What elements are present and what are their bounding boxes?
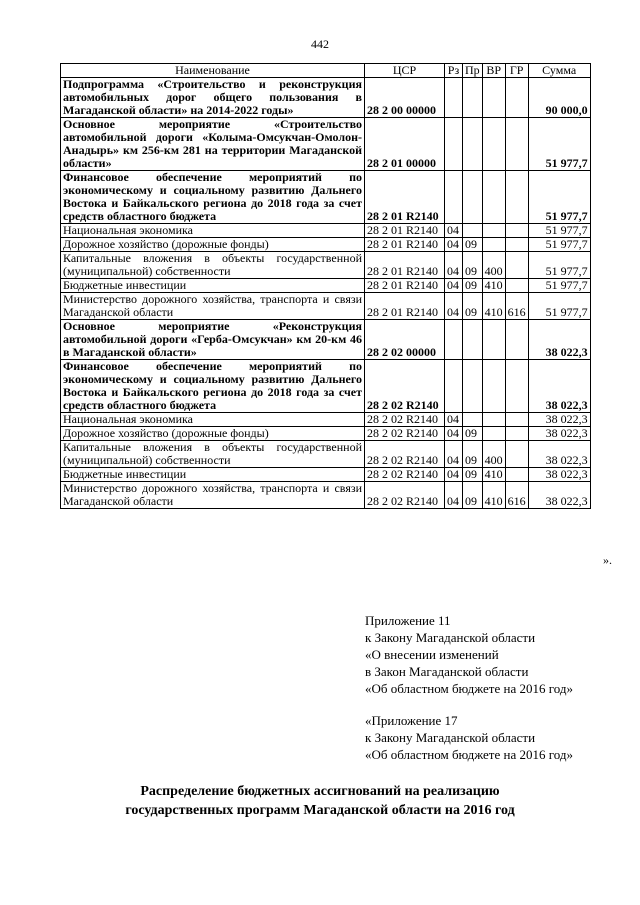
cell-rz: 04 <box>445 468 463 482</box>
cell-sum: 38 022,3 <box>528 482 590 509</box>
cell-csr: 28 2 02 R2140 <box>365 413 445 427</box>
title-line: Распределение бюджетных ассигнований на реализацию <box>140 784 500 799</box>
header-pr: Пр <box>463 64 483 78</box>
cell-name: Подпрограмма «Строительство и реконструкция автомобильных дорог общего пользования в Магаданской области» на 2014-2022 годы» <box>61 78 365 118</box>
header-name: Наименование <box>61 64 365 78</box>
cell-csr: 28 2 00 00000 <box>365 78 445 118</box>
cell-name: Финансовое обеспечение мероприятий по экономическому и социальному развитию Дальнего Востока и Байкальского региона до 2018 года за счет средств областного бюджета <box>61 171 365 224</box>
cell-gr <box>505 118 528 171</box>
cell-vr <box>482 238 505 252</box>
header-vr: ВР <box>482 64 505 78</box>
table-row <box>61 171 591 224</box>
cell-rz <box>445 360 463 413</box>
cell-vr <box>482 413 505 427</box>
cell-vr <box>482 224 505 238</box>
cell-name: Министерство дорожного хозяйства, транспорта и связи Магаданской области <box>61 482 365 509</box>
cell-sum: 38 022,3 <box>528 360 590 413</box>
cell-pr <box>463 320 483 360</box>
appendix-line: к Закону Магаданской области <box>365 630 536 645</box>
appendix-11-block <box>365 612 573 697</box>
cell-vr <box>482 78 505 118</box>
cell-gr <box>505 427 528 441</box>
cell-sum: 38 022,3 <box>528 320 590 360</box>
cell-name: Финансовое обеспечение мероприятий по экономическому и социальному развитию Дальнего Востока и Байкальского региона до 2018 года за счет средств областного бюджета <box>61 360 365 413</box>
cell-name: Дорожное хозяйство (дорожные фонды) <box>61 238 365 252</box>
table-row <box>61 320 591 360</box>
cell-csr: 28 2 02 R2140 <box>365 482 445 509</box>
header-gr: ГР <box>505 64 528 78</box>
cell-csr: 28 2 01 R2140 <box>365 224 445 238</box>
appendix-line: «О внесении изменений <box>365 647 499 662</box>
cell-name: Капитальные вложения в объекты государственной (муниципальной) собственности <box>61 441 365 468</box>
cell-name: Бюджетные инвестиции <box>61 468 365 482</box>
cell-pr: 09 <box>463 252 483 279</box>
cell-rz <box>445 78 463 118</box>
closing-mark: ». <box>603 553 612 567</box>
table-row <box>61 293 591 320</box>
cell-csr: 28 2 01 R2140 <box>365 171 445 224</box>
cell-vr: 400 <box>482 441 505 468</box>
cell-sum: 90 000,0 <box>528 78 590 118</box>
cell-pr <box>463 360 483 413</box>
cell-csr: 28 2 01 00000 <box>365 118 445 171</box>
cell-rz: 04 <box>445 482 463 509</box>
table-row <box>61 252 591 279</box>
cell-sum: 51 977,7 <box>528 118 590 171</box>
cell-pr: 09 <box>463 238 483 252</box>
cell-pr: 09 <box>463 468 483 482</box>
document-title <box>0 782 640 820</box>
cell-sum: 38 022,3 <box>528 427 590 441</box>
cell-rz: 04 <box>445 293 463 320</box>
cell-pr <box>463 413 483 427</box>
cell-csr: 28 2 02 R2140 <box>365 360 445 413</box>
cell-rz: 04 <box>445 279 463 293</box>
header-sum: Сумма <box>528 64 590 78</box>
table-row <box>61 468 591 482</box>
appendix-line: «Об областном бюджете на 2016 год» <box>365 681 573 696</box>
appendix-line: в Закон Магаданской области <box>365 664 529 679</box>
cell-sum: 51 977,7 <box>528 252 590 279</box>
cell-name: Бюджетные инвестиции <box>61 279 365 293</box>
table-row <box>61 118 591 171</box>
cell-gr <box>505 320 528 360</box>
cell-gr <box>505 252 528 279</box>
cell-sum: 51 977,7 <box>528 238 590 252</box>
table-row <box>61 427 591 441</box>
cell-csr: 28 2 01 R2140 <box>365 252 445 279</box>
cell-gr <box>505 279 528 293</box>
cell-gr: 616 <box>505 482 528 509</box>
cell-name: Национальная экономика <box>61 224 365 238</box>
cell-gr <box>505 224 528 238</box>
page-number: 442 <box>311 37 329 51</box>
cell-pr <box>463 78 483 118</box>
cell-pr: 09 <box>463 293 483 320</box>
cell-pr: 09 <box>463 427 483 441</box>
cell-gr <box>505 413 528 427</box>
cell-gr <box>505 441 528 468</box>
cell-vr: 410 <box>482 482 505 509</box>
cell-rz: 04 <box>445 413 463 427</box>
cell-name: Основное мероприятие «Реконструкция автомобильной дороги «Герба-Омсукчан» км 20-км 46 в Магаданской области» <box>61 320 365 360</box>
cell-rz: 04 <box>445 224 463 238</box>
cell-vr <box>482 360 505 413</box>
header-csr: ЦСР <box>365 64 445 78</box>
cell-rz: 04 <box>445 427 463 441</box>
appendix-line: «Приложение 17 <box>365 713 458 728</box>
cell-name: Национальная экономика <box>61 413 365 427</box>
table-row <box>61 78 591 118</box>
cell-sum: 51 977,7 <box>528 293 590 320</box>
table-row <box>61 441 591 468</box>
cell-sum: 51 977,7 <box>528 279 590 293</box>
cell-rz: 04 <box>445 441 463 468</box>
cell-sum: 38 022,3 <box>528 468 590 482</box>
cell-vr: 410 <box>482 468 505 482</box>
cell-pr: 09 <box>463 482 483 509</box>
cell-pr <box>463 224 483 238</box>
cell-name: Дорожное хозяйство (дорожные фонды) <box>61 427 365 441</box>
cell-csr: 28 2 01 R2140 <box>365 279 445 293</box>
cell-csr: 28 2 01 R2140 <box>365 238 445 252</box>
cell-vr: 400 <box>482 252 505 279</box>
cell-name: Капитальные вложения в объекты государственной (муниципальной) собственности <box>61 252 365 279</box>
appendix-line: Приложение 11 <box>365 613 451 628</box>
cell-vr <box>482 320 505 360</box>
cell-pr: 09 <box>463 279 483 293</box>
cell-rz: 04 <box>445 252 463 279</box>
cell-gr: 616 <box>505 293 528 320</box>
cell-vr <box>482 427 505 441</box>
cell-name: Основное мероприятие «Строительство автомобильной дороги «Колыма-Омсукчан-Омолон-Анадырь» км 256-км 281 на территории Магаданской области» <box>61 118 365 171</box>
cell-csr: 28 2 02 R2140 <box>365 427 445 441</box>
table-row <box>61 413 591 427</box>
header-rz: Рз <box>445 64 463 78</box>
cell-vr: 410 <box>482 279 505 293</box>
appendix-17-block <box>365 712 573 763</box>
cell-rz: 04 <box>445 238 463 252</box>
table-row <box>61 238 591 252</box>
cell-pr <box>463 171 483 224</box>
table-header-row <box>61 64 591 78</box>
cell-vr: 410 <box>482 293 505 320</box>
cell-csr: 28 2 02 R2140 <box>365 441 445 468</box>
cell-rz <box>445 320 463 360</box>
cell-csr: 28 2 01 R2140 <box>365 293 445 320</box>
table-row <box>61 360 591 413</box>
cell-vr <box>482 118 505 171</box>
cell-csr: 28 2 02 00000 <box>365 320 445 360</box>
cell-rz <box>445 118 463 171</box>
appendix-line: «Об областном бюджете на 2016 год» <box>365 747 573 762</box>
table-row <box>61 482 591 509</box>
cell-pr <box>463 118 483 171</box>
cell-name: Министерство дорожного хозяйства, транспорта и связи Магаданской области <box>61 293 365 320</box>
cell-sum: 38 022,3 <box>528 441 590 468</box>
budget-table <box>60 63 591 509</box>
cell-gr <box>505 171 528 224</box>
cell-sum: 38 022,3 <box>528 413 590 427</box>
table-row <box>61 279 591 293</box>
appendix-line: к Закону Магаданской области <box>365 730 536 745</box>
cell-pr: 09 <box>463 441 483 468</box>
cell-rz <box>445 171 463 224</box>
table-row <box>61 224 591 238</box>
cell-csr: 28 2 02 R2140 <box>365 468 445 482</box>
cell-sum: 51 977,7 <box>528 224 590 238</box>
cell-vr <box>482 171 505 224</box>
cell-gr <box>505 360 528 413</box>
cell-gr <box>505 78 528 118</box>
title-line: государственных программ Магаданской области на 2016 год <box>125 803 515 818</box>
cell-sum: 51 977,7 <box>528 171 590 224</box>
cell-gr <box>505 238 528 252</box>
cell-gr <box>505 468 528 482</box>
